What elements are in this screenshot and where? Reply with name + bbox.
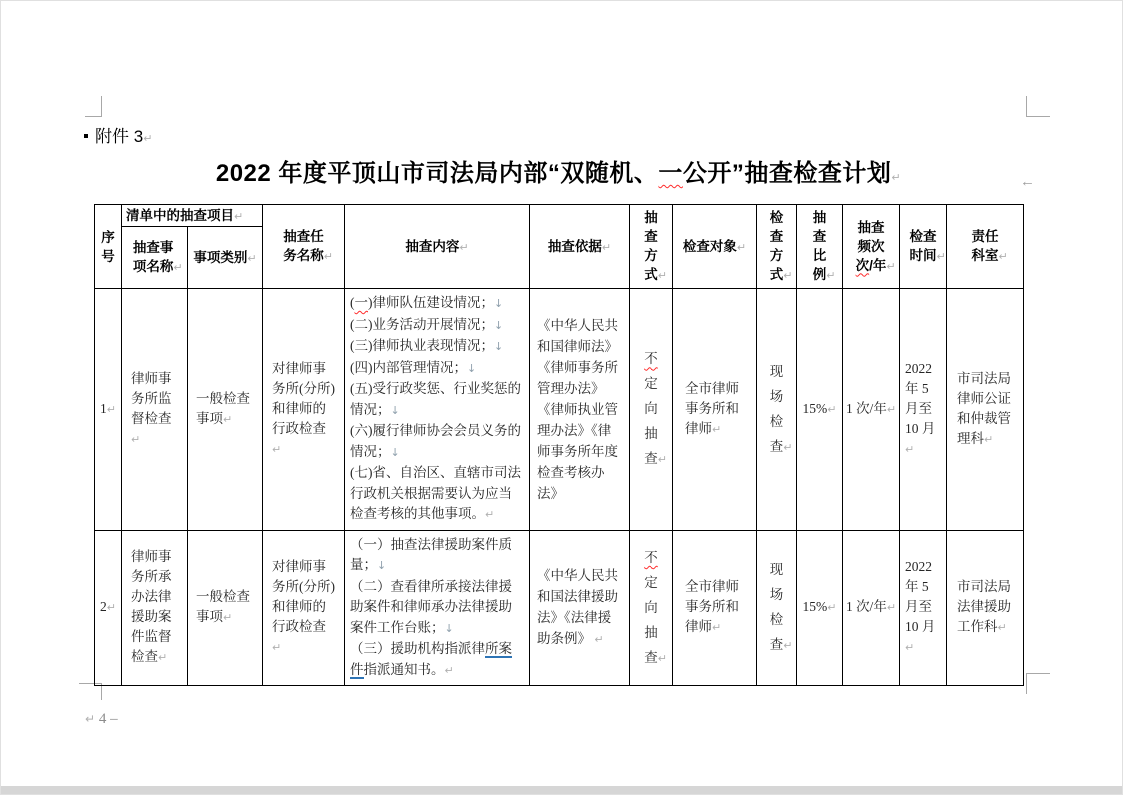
attachment-label <box>84 122 152 147</box>
page-number: 4 <box>98 711 107 727</box>
soft-linebreak-mark: ↓ <box>390 445 400 459</box>
paragraph-return-mark: ↵ <box>712 621 722 635</box>
row1-check-mode: 现场检查↵ <box>757 289 797 531</box>
paragraph-return-mark: ↵ <box>223 412 233 426</box>
attachment-label-text: 附件 3 <box>95 127 144 146</box>
header-cell-task-name: 抽查任务名称↵ <box>263 205 345 289</box>
content-line: （三）援助机构指派律所案件指派通知书。↵ <box>350 641 512 677</box>
soft-linebreak-mark: ↓ <box>494 318 504 332</box>
row2-time: 2022 年 5 月至 10 月↵ <box>900 530 947 686</box>
content-line: (二)业务活动开展情况；↓ <box>350 316 504 332</box>
row2-frequency: 1 次/年↵ <box>843 530 900 686</box>
row2-item-type: 一般检查事项↵ <box>188 530 263 686</box>
content-line: （一）抽查法律援助案件质量；↓ <box>350 536 512 572</box>
content-grammar-flag: 所案件 <box>350 641 512 677</box>
row2-target: 全市律师事务所和律师↵ <box>673 530 757 686</box>
header-cell-sample-mode: 抽查方式↵ <box>630 205 673 289</box>
row1-basis: 《中华人民共和国律师法》《律师事务所管理办法》《律师执业管理办法》《律师事务所年度检查考核办法》 <box>530 289 630 531</box>
row2-task-name: 对律师事务所(分所) 和律师的行政检查↵ <box>263 530 345 686</box>
row2-seq: 2↵ <box>95 530 122 686</box>
row1-time: 2022 年 5 月至 10 月↵ <box>900 289 947 531</box>
title-spellcheck-flag: 一 <box>658 160 683 187</box>
paragraph-return-mark: ↵ <box>984 432 994 446</box>
margin-crop-mark-top-right <box>1026 96 1050 117</box>
header-cell-content: 抽查内容↵ <box>345 205 530 289</box>
paragraph-return-mark: ↵ <box>85 712 96 726</box>
paragraph-return-mark: ↵ <box>905 442 915 456</box>
paragraph-return-mark: ↵ <box>158 651 168 665</box>
window-bottom-edge <box>1 786 1122 794</box>
row2-item-name: 律师事务所承办法律援助案件监督检查↵ <box>122 530 188 686</box>
title-text: 2022 年度平顶山市司法局内部“双随机、 <box>215 160 659 187</box>
content-line: (七)省、自治区、直辖市司法行政机关根据需要认为应当检查考核的其他事项。↵ <box>350 465 521 521</box>
paragraph-return-mark: ↵ <box>459 240 469 254</box>
table-row <box>95 289 1024 531</box>
margin-crop-mark-top-left <box>85 96 102 117</box>
content-line: (一)律师队伍建设情况；↓ <box>350 295 504 310</box>
frequency-spellcheck-flag: 次 <box>855 257 870 273</box>
header-cell-item-name: 抽查事项名称↵ <box>122 227 188 289</box>
paragraph-return-mark: ↵ <box>485 508 495 521</box>
header-cell-basis: 抽查依据↵ <box>530 205 630 289</box>
row2-check-mode: 现场检查↵ <box>757 530 797 686</box>
content-line: (三)律师执业表现情况；↓ <box>350 338 504 353</box>
paragraph-return-mark: ↵ <box>444 663 454 677</box>
table-header-row-1 <box>95 205 1024 227</box>
margin-crop-mark-bottom-right <box>1026 673 1050 694</box>
row1-task-name: 对律师事务所(分所) 和律师的行政检查↵ <box>263 289 345 531</box>
header-cell-seq: 序号 <box>95 205 122 289</box>
sample-mode-spellcheck-flag: 不 <box>644 351 658 367</box>
row1-item-type: 一般检查事项↵ <box>188 289 263 531</box>
header-cell-time: 检查时间↵ <box>900 205 947 289</box>
paragraph-return-mark: ↵ <box>997 621 1007 635</box>
paragraph-return-mark: ↵ <box>891 171 902 184</box>
soft-linebreak-mark: ↓ <box>377 559 387 572</box>
paragraph-bullet-mark-icon <box>84 134 88 138</box>
paragraph-return-mark: ↵ <box>131 432 141 446</box>
paragraph-return-mark: ↵ <box>594 633 604 647</box>
paragraph-return-mark: ↵ <box>234 209 244 223</box>
content-line: (五)受行政奖惩、行业奖惩的情况；↓ <box>350 381 521 417</box>
row1-frequency: 1 次/年↵ <box>843 289 900 531</box>
row1-ratio: 15%↵ <box>797 289 843 531</box>
paragraph-return-mark: ↵ <box>736 240 747 254</box>
row1-item-name: 律师事务所监督检查↵ <box>122 289 188 531</box>
paragraph-return-mark: ↵ <box>886 402 897 416</box>
soft-linebreak-mark: ↓ <box>467 361 477 375</box>
paragraph-return-mark: ↵ <box>905 641 915 655</box>
paragraph-return-mark: ↵ <box>247 251 257 265</box>
paragraph-return-mark: ↵ <box>143 132 153 145</box>
paragraph-return-mark: ↵ <box>272 442 282 456</box>
row1-dept: 市司法局律师公证和仲裁管理科↵ <box>947 289 1024 531</box>
paragraph-return-mark: ↵ <box>886 601 897 615</box>
header-cell-list-group: 清单中的抽查项目↵ <box>122 205 263 227</box>
content-line: (六)履行律师协会会员义务的情况；↓ <box>350 423 521 459</box>
sample-mode-spellcheck-flag: 不 <box>644 549 658 565</box>
header-cell-frequency: 抽查 频次 次/年↵ <box>843 205 900 289</box>
header-cell-ratio: 抽查比例↵ <box>797 205 843 289</box>
left-arrow-formatting-mark: ← <box>1020 173 1035 190</box>
row2-sample-mode: 不定向抽查↵ <box>630 530 673 686</box>
row1-sample-mode: 不定向抽查↵ <box>630 289 673 531</box>
row1-target: 全市律师事务所和律师↵ <box>673 289 757 531</box>
row1-seq: 1↵ <box>95 289 122 531</box>
paragraph-return-mark: ↵ <box>601 240 612 254</box>
document-title <box>94 153 1023 188</box>
content-line: （二）查看律所承接法律援助案件和律师承办法律援助案件工作台账；↓ <box>350 578 512 635</box>
paragraph-return-mark: ↵ <box>223 611 233 625</box>
soft-linebreak-mark: ↓ <box>494 297 504 310</box>
title-text-2: 公开”抽查检查计划 <box>682 160 892 187</box>
paragraph-return-mark: ↵ <box>827 601 837 615</box>
header-cell-dept: 责任科室↵ <box>947 205 1024 289</box>
header-cell-check-mode: 检查方式↵ <box>757 205 797 289</box>
row2-dept: 市司法局法律援助工作科↵ <box>947 530 1024 686</box>
header-cell-item-type: 事项类别↵ <box>188 227 263 289</box>
page-number-dash: – <box>110 711 118 727</box>
soft-linebreak-mark: ↓ <box>444 621 454 635</box>
paragraph-return-mark: ↵ <box>272 641 282 655</box>
table-row <box>95 530 1024 686</box>
soft-linebreak-mark: ↓ <box>494 340 504 353</box>
soft-linebreak-mark: ↓ <box>390 403 400 417</box>
paragraph-return-mark: ↵ <box>712 422 722 436</box>
inspection-plan-table <box>94 204 1024 686</box>
page-number-footer <box>85 711 118 728</box>
content-line: (四)内部管理情况；↓ <box>350 359 477 375</box>
content-spellcheck-flag: 一 <box>354 295 368 310</box>
paragraph-return-mark: ↵ <box>827 402 837 416</box>
row2-content <box>345 530 530 686</box>
row2-basis: 《中华人民共和国法律援助法》《法律援助条例》 ↵ <box>530 530 630 686</box>
row2-ratio: 15%↵ <box>797 530 843 686</box>
header-cell-target: 检查对象↵ <box>673 205 757 289</box>
paragraph-return-mark: ↵ <box>106 402 116 416</box>
paragraph-return-mark: ↵ <box>106 601 116 615</box>
row1-content <box>345 289 530 531</box>
